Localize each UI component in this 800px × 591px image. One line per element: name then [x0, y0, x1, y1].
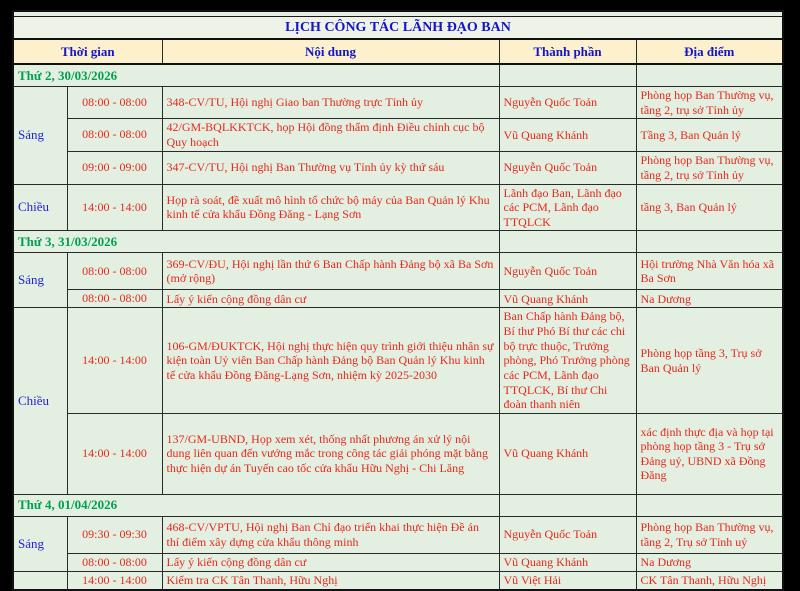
day-header-empty-cell [636, 494, 783, 516]
location-cell: Tầng 3, Ban Quản lý [636, 119, 783, 151]
day-header-empty-cell [499, 494, 636, 516]
period-cell: Chiều [13, 308, 67, 494]
schedule-row [13, 87, 783, 119]
time-cell: 08:00 - 08:00 [67, 553, 162, 571]
participants-cell: Nguyễn Quốc Toản [499, 253, 636, 290]
time-cell: 08:00 - 08:00 [67, 119, 162, 151]
time-cell: 14:00 - 14:00 [67, 413, 162, 494]
content-cell: Kiểm tra CK Tân Thanh, Hữu Nghị [162, 571, 499, 590]
participants-cell: Nguyễn Quốc Toản [499, 516, 636, 553]
content-cell: 106-GM/ĐUKTCK, Hội nghị thực hiện quy trình giới thiệu nhân sự kiện toàn Uỷ viên Ban Chấp hành Đảng bộ Ban Quản lý Khu kinh tế cửa khẩu Đồng Đăng-Lạng Sơn, nhiệm kỳ 2025-2030 [162, 308, 499, 413]
location-cell: xác định thực địa và họp tại phòng họp tầng 3 - Trụ sở Đảng uỷ, UBND xã Đồng Đăng [636, 413, 783, 494]
content-cell: 347-CV/TU, Hội nghị Ban Thường vụ Tỉnh ủy kỳ thứ sáu [162, 151, 499, 184]
schedule-row [13, 308, 783, 413]
location-cell: CK Tân Thanh, Hữu Nghị [636, 571, 783, 590]
time-cell: 14:00 - 14:00 [67, 184, 162, 231]
period-cell: Sáng [13, 253, 67, 308]
participants-cell: Vũ Quang Khánh [499, 553, 636, 571]
content-cell: Lấy ý kiến cộng đồng dân cư [162, 290, 499, 308]
day-header-empty-cell [499, 231, 636, 253]
column-header-row [13, 39, 783, 64]
day-header-empty-cell [499, 64, 636, 87]
title-row [13, 17, 783, 40]
schedule-body [13, 11, 783, 590]
location-cell: Phòng họp tầng 3, Trụ sở Ban Quản lý [636, 308, 783, 413]
period-cell: Chiều [13, 184, 67, 231]
time-cell: 08:00 - 08:00 [67, 290, 162, 308]
schedule-row [13, 571, 783, 590]
column-header-time: Thời gian [13, 39, 162, 64]
location-cell: Na Dương [636, 553, 783, 571]
day-header-empty-cell [636, 231, 783, 253]
participants-cell: Vũ Quang Khánh [499, 413, 636, 494]
schedule-row [13, 290, 783, 308]
time-cell: 08:00 - 08:00 [67, 253, 162, 290]
schedule-row [13, 413, 783, 494]
day-header-row [13, 231, 783, 253]
participants-cell: Nguyễn Quốc Toản [499, 151, 636, 184]
column-header-content: Nội dung [162, 39, 499, 64]
schedule-table [12, 10, 784, 591]
location-cell: tầng 3, Ban Quản lý [636, 184, 783, 231]
schedule-sheet [12, 10, 782, 587]
participants-cell: Vũ Quang Khánh [499, 119, 636, 151]
time-cell: 08:00 - 08:00 [67, 87, 162, 119]
time-cell: 09:30 - 09:30 [67, 516, 162, 553]
schedule-row [13, 516, 783, 553]
schedule-row [13, 553, 783, 571]
period-cell: Sáng [13, 516, 67, 571]
location-cell: Phòng họp Ban Thường vụ, tầng 2, trụ sở Tỉnh ủy [636, 87, 783, 119]
day-header-label: Thứ 3, 31/03/2026 [13, 231, 499, 253]
content-cell: 468-CV/VPTU, Hội nghị Ban Chỉ đạo triển khai thực hiện Đề án thí điểm xây dựng cửa khẩu thông minh [162, 516, 499, 553]
content-cell: Họp rà soát, đề xuất mô hình tổ chức bộ máy của Ban Quản lý Khu kinh tế cửa khẩu Đồng Đăng - Lạng Sơn [162, 184, 499, 231]
participants-cell: Vũ Quang Khánh [499, 290, 636, 308]
location-cell: Phòng họp Ban Thường vụ, tầng 2, trụ sở Tỉnh ủy [636, 151, 783, 184]
column-header-participants: Thành phần [499, 39, 636, 64]
location-cell: Na Dương [636, 290, 783, 308]
schedule-row [13, 119, 783, 151]
content-cell: 137/GM-UBND, Họp xem xét, thống nhất phương án xử lý nội dung liên quan đến vướng mắc trong công tác giải phóng mặt bằng thực hiện dự án Tuyến cao tốc cửa khẩu Hữu Nghị - Chi Lăng [162, 413, 499, 494]
day-header-empty-cell [636, 64, 783, 87]
participants-cell: Vũ Việt Hải [499, 571, 636, 590]
day-header-row [13, 494, 783, 516]
participants-cell: Ban Chấp hành Đảng bộ, Bí thư Phó Bí thư các chi bộ trực thuộc, Trưởng phòng, Phó Trưởng phòng các PCM, Lãnh đạo TTQLCK, Bí thư Chi đoàn thanh niên [499, 308, 636, 413]
day-header-label: Thứ 2, 30/03/2026 [13, 64, 499, 87]
time-cell: 14:00 - 14:00 [67, 571, 162, 590]
day-header-label: Thứ 4, 01/04/2026 [13, 494, 499, 516]
participants-cell: Lãnh đạo Ban, Lãnh đạo các PCM, Lãnh đạo TTQLCK [499, 184, 636, 231]
content-cell: 42/GM-BQLKKTCK, họp Hội đồng thẩm định Điều chỉnh cục bộ Quy hoạch [162, 119, 499, 151]
page-title: LỊCH CÔNG TÁC LÃNH ĐẠO BAN [13, 17, 783, 40]
schedule-row [13, 184, 783, 231]
column-header-location: Địa điểm [636, 39, 783, 64]
day-header-row [13, 64, 783, 87]
time-cell: 09:00 - 09:00 [67, 151, 162, 184]
period-cell: Sáng [13, 87, 67, 185]
time-cell: 14:00 - 14:00 [67, 308, 162, 413]
period-cell [13, 571, 67, 590]
location-cell: Phòng họp Ban Thường vụ, tầng 2, Trụ sở Tỉnh uỷ [636, 516, 783, 553]
schedule-row [13, 151, 783, 184]
location-cell: Hội trường Nhà Văn hóa xã Ba Sơn [636, 253, 783, 290]
schedule-row [13, 253, 783, 290]
content-cell: 348-CV/TU, Hội nghị Giao ban Thường trực Tỉnh ủy [162, 87, 499, 119]
content-cell: 369-CV/ĐU, Hội nghị lần thứ 6 Ban Chấp hành Đảng bộ xã Ba Sơn (mở rộng) [162, 253, 499, 290]
content-cell: Lấy ý kiến cộng đồng dân cư [162, 553, 499, 571]
participants-cell: Nguyễn Quốc Toản [499, 87, 636, 119]
